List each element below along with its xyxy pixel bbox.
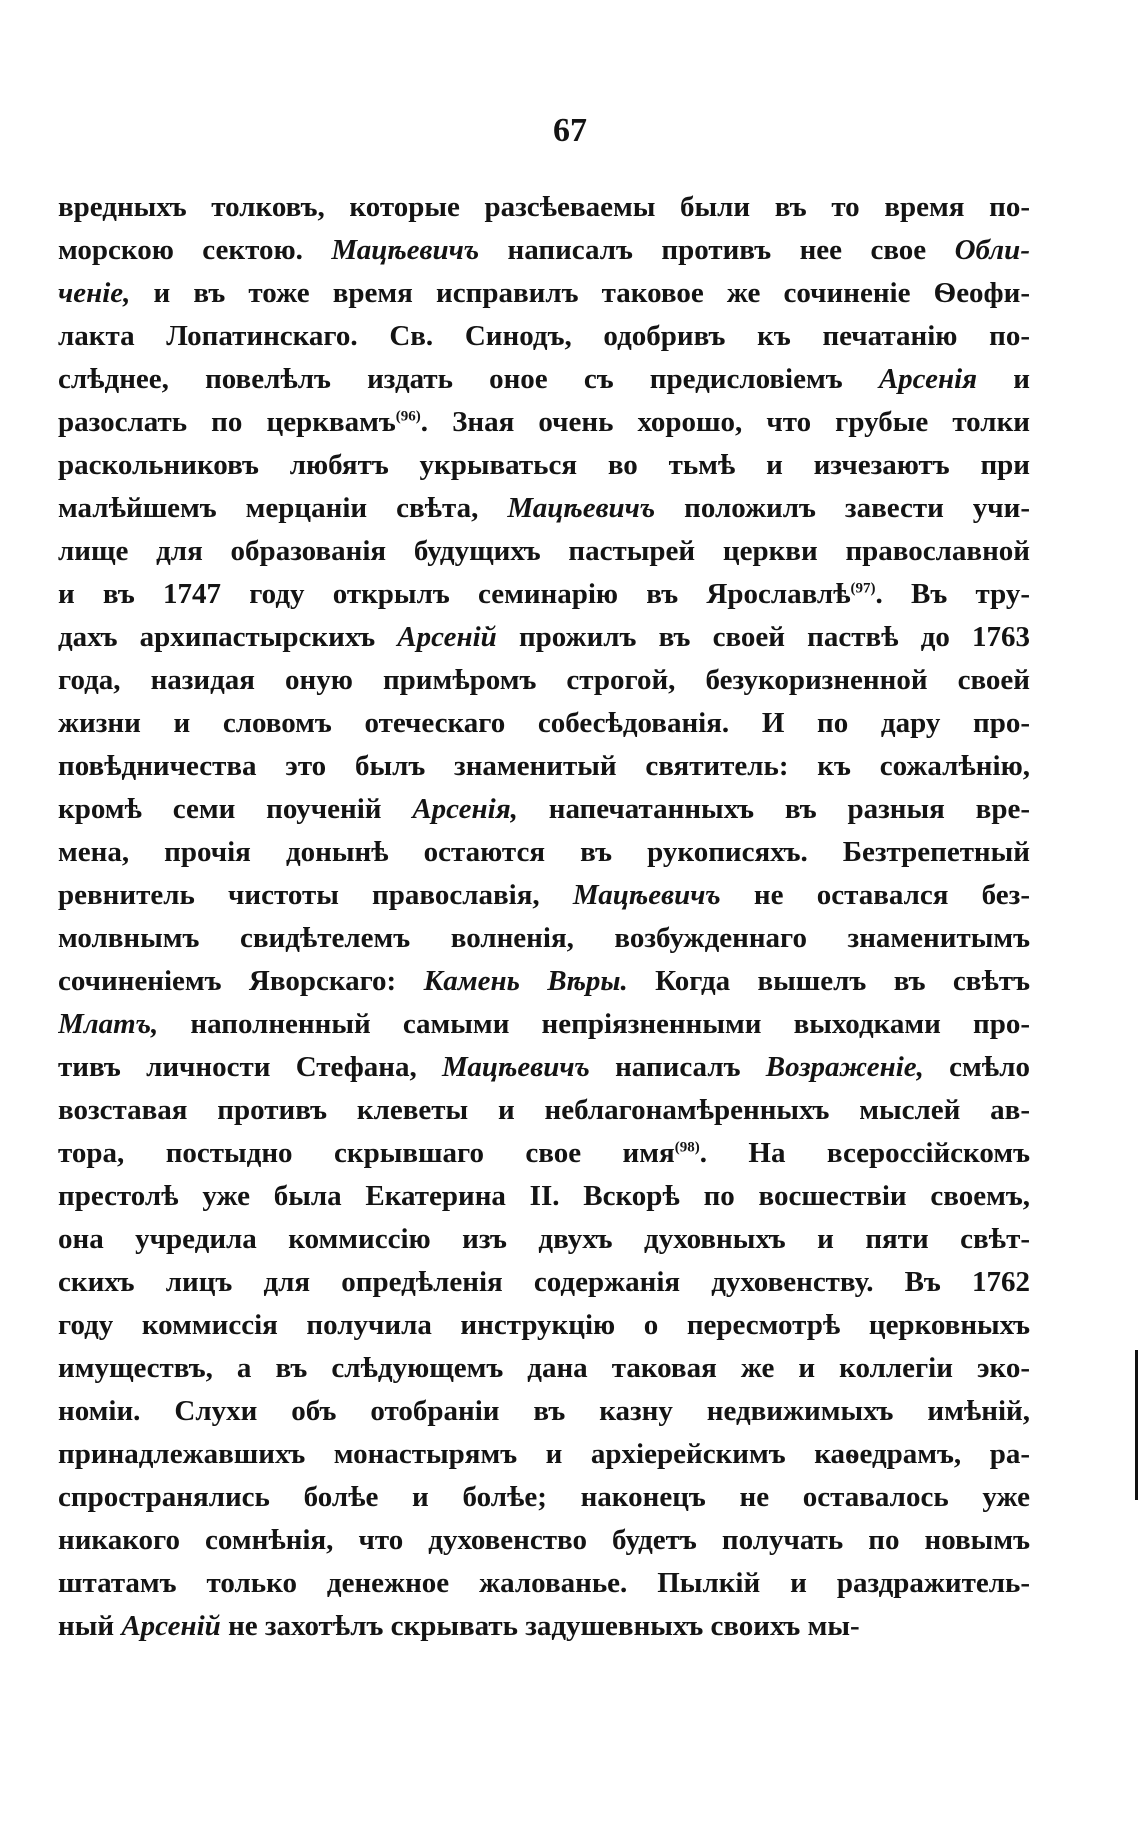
text-line (58, 1347, 1030, 1390)
text-line (58, 1218, 1030, 1261)
text-span: молвнымъ свидѣтелемъ волненія, возбужденнаго знаменитымъ (58, 922, 1030, 954)
italic-text: Камень Вѣры. (423, 965, 628, 997)
text-span: возставая противъ клеветы и неблагонамѣренныхъ мыслей ав- (58, 1094, 1030, 1126)
italic-text: Арсенія, (412, 793, 518, 825)
text-line (58, 186, 1030, 229)
text-line (58, 1261, 1030, 1304)
text-span: тивъ личности Стефана, (58, 1051, 443, 1083)
text-line (58, 1476, 1030, 1519)
text-span: слѣднее, повелѣлъ издать оное съ предисловіемъ (58, 363, 879, 395)
text-span: не оставался без- (720, 879, 1030, 911)
text-line (58, 616, 1030, 659)
text-span: и (977, 363, 1030, 395)
text-span: ревнитель чистоты православія, (58, 879, 573, 911)
italic-text: Мацѣевичъ (507, 492, 656, 524)
text-span: . На всероссійскомъ (699, 1137, 1030, 1169)
text-line (58, 444, 1030, 487)
text-span: напечатанныхъ въ разныя вре- (517, 793, 1030, 825)
text-span: . Въ тру- (875, 578, 1030, 610)
text-line (58, 272, 1030, 315)
text-line (58, 745, 1030, 788)
text-span: раскольниковъ любятъ укрываться во тьмѣ и изчезаютъ при (58, 449, 1030, 481)
text-line (58, 1605, 1030, 1648)
text-span: разослать по церквамъ (58, 406, 396, 438)
text-line (58, 874, 1030, 917)
text-span: прожилъ въ своей паствѣ до 1763 (496, 621, 1030, 653)
text-span: положилъ завести учи- (655, 492, 1030, 524)
text-line (58, 1046, 1030, 1089)
text-line (58, 315, 1030, 358)
text-span: вредныхъ толковъ, которые разсѣеваемы были въ то время по- (58, 191, 1030, 223)
italic-text: Обли- (954, 234, 1030, 266)
text-span: номіи. Слухи объ отобраніи въ казну недвижимыхъ имѣній, (58, 1395, 1030, 1427)
text-span: году коммиссія получила инструкцію о пересмотрѣ церковныхъ (58, 1309, 1030, 1341)
text-line (58, 1132, 1030, 1175)
text-span: спространялись болѣе и болѣе; наконецъ не оставалось уже (58, 1481, 1030, 1513)
italic-text: Возраженіе, (765, 1051, 924, 1083)
text-span: никакого сомнѣнія, что духовенство будетъ получать по новымъ (58, 1524, 1030, 1556)
italic-text: Мацѣевичъ (331, 234, 480, 266)
page-number: 67 (553, 112, 587, 149)
text-span: лакта Лопатинскаго. Св. Синодъ, одобривъ къ печатанію по- (58, 320, 1030, 352)
text-span: скихъ лицъ для опредѣленія содержанія духовенству. Въ 1762 (58, 1266, 1030, 1298)
text-line (58, 358, 1030, 401)
text-line (58, 573, 1030, 616)
text-span: лище для образованія будущихъ пастырей церкви православной (58, 535, 1030, 567)
italic-text: Млатъ, (58, 1008, 159, 1040)
text-span: сочиненіемъ Яворскаго: (58, 965, 424, 997)
text-line (58, 659, 1030, 702)
text-span: повѣдничества это былъ знаменитый святитель: къ сожалѣнію, (58, 750, 1030, 782)
text-line (58, 1519, 1030, 1562)
text-line (58, 1175, 1030, 1218)
text-span: не захотѣлъ скрывать задушевныхъ своихъ мы- (220, 1610, 860, 1642)
text-span: тора, постыдно скрывшаго свое имя (58, 1137, 675, 1169)
italic-text: Арсенія (878, 363, 978, 395)
footnote-ref: (98) (674, 1139, 700, 1156)
italic-text: ченіе, (58, 277, 131, 309)
edge-mark (1135, 1350, 1138, 1500)
text-line (58, 1562, 1030, 1605)
text-span: морскою сектою. (58, 234, 332, 266)
text-line (58, 401, 1030, 444)
text-line (58, 1089, 1030, 1132)
text-span: и въ тоже время исправилъ таковое же сочиненіе Ѳеофи- (130, 277, 1030, 309)
text-span: принадлежавшихъ монастырямъ и архіерейскимъ каѳедрамъ, ра- (58, 1438, 1030, 1470)
text-span: жизни и словомъ отеческаго собесѣдованія. И по дару про- (58, 707, 1030, 739)
text-span: года, назидая оную примѣромъ строгой, безукоризненной своей (58, 664, 1030, 696)
text-span: написалъ (589, 1051, 766, 1083)
text-line (58, 702, 1030, 745)
text-span: ный (58, 1610, 122, 1642)
text-span: штатамъ только денежное жалованье. Пылкій и раздражитель- (58, 1567, 1030, 1599)
text-line (58, 917, 1030, 960)
text-span: престолѣ уже была Екатерина II. Вскорѣ по восшествіи своемъ, (58, 1180, 1030, 1212)
text-line (58, 1304, 1030, 1347)
text-span: Когда вышелъ въ свѣтъ (627, 965, 1030, 997)
text-line (58, 831, 1030, 874)
text-line (58, 487, 1030, 530)
text-span: имуществъ, а въ слѣдующемъ дана таковая же и коллегіи эко- (58, 1352, 1030, 1384)
italic-text: Арсеній (121, 1610, 221, 1642)
italic-text: Мацѣевичъ (442, 1051, 590, 1083)
text-span: . Зная очень хорошо, что грубые толки (420, 406, 1030, 438)
text-line (58, 229, 1030, 272)
text-line (58, 1390, 1030, 1433)
text-span: дахъ архипастырскихъ (58, 621, 398, 653)
italic-text: Арсеній (397, 621, 497, 653)
text-span: мена, прочія донынѣ остаются въ рукописяхъ. Безтрепетный (58, 836, 1030, 868)
body-text (58, 186, 1030, 1648)
text-line (58, 1433, 1030, 1476)
text-span: она учредила коммиссію изъ двухъ духовныхъ и пяти свѣт- (58, 1223, 1030, 1255)
text-span: и въ 1747 году открылъ семинарію въ Ярославлѣ (58, 578, 851, 610)
text-span: малѣйшемъ мерцаніи свѣта, (58, 492, 508, 524)
text-line (58, 530, 1030, 573)
footnote-ref: (97) (850, 580, 876, 597)
text-span: написалъ противъ нее свое (479, 234, 955, 266)
text-span: кромѣ семи поученій (58, 793, 413, 825)
text-line (58, 1003, 1030, 1046)
text-span: смѣло (923, 1051, 1030, 1083)
italic-text: Мацѣевичъ (572, 879, 721, 911)
footnote-ref: (96) (395, 408, 421, 425)
text-span: наполненный самыми непріязненными выходками про- (158, 1008, 1030, 1040)
text-line (58, 960, 1030, 1003)
text-line (58, 788, 1030, 831)
